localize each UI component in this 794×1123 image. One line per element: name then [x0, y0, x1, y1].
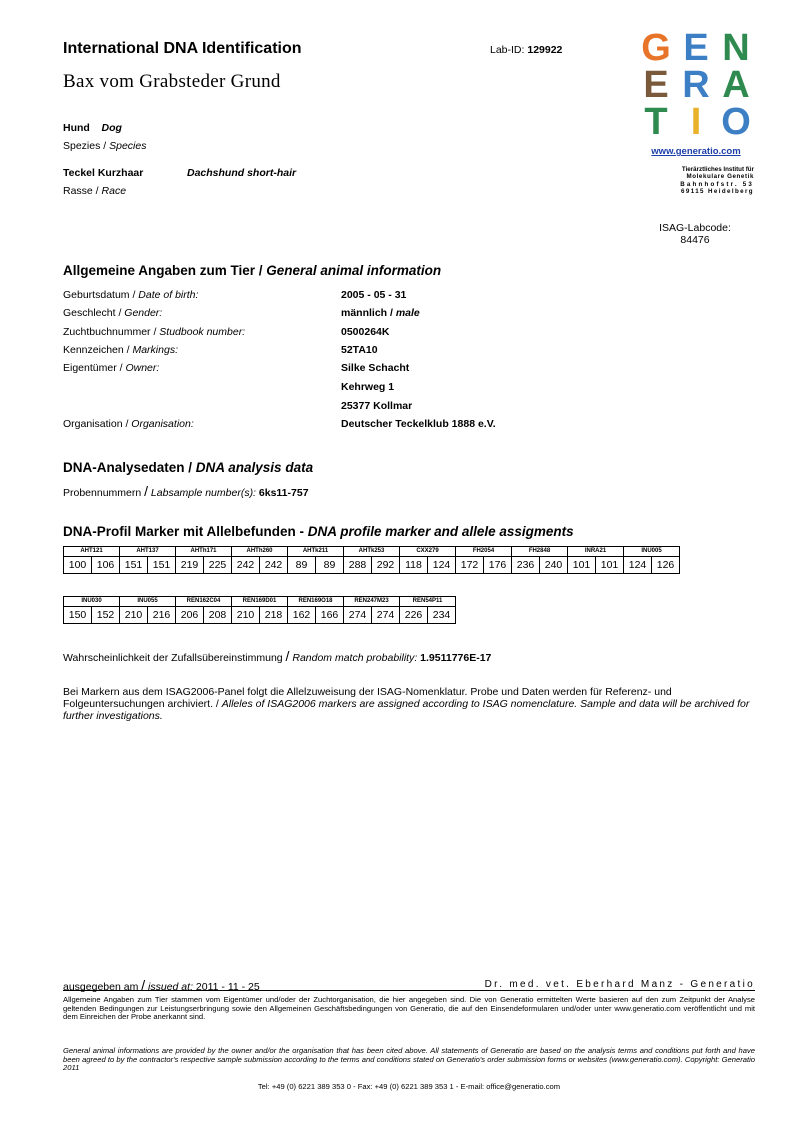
marker-name: FH2848 — [512, 547, 568, 557]
general-info-value: 2005 - 05 - 31 — [341, 289, 407, 301]
general-info-label: Kennzeichen / Markings: — [63, 343, 178, 356]
issued-date: ausgegeben am / issued at: 2011 - 11 - 25 — [63, 977, 260, 993]
allele-value: 150 — [64, 607, 92, 624]
probability-value: 1.9511776E-17 — [417, 652, 492, 664]
allele-value: 162 — [288, 607, 316, 624]
marker-name: REN169O18 — [288, 597, 344, 607]
logo-letter: A — [722, 64, 750, 106]
allele-value: 118 — [400, 557, 428, 574]
marker-name: FH2054 — [456, 547, 512, 557]
allele-value: 274 — [372, 607, 400, 624]
marker-table-2 — [63, 596, 456, 624]
allele-value: 124 — [624, 557, 652, 574]
allele-value: 166 — [316, 607, 344, 624]
general-info-label: Zuchtbuchnummer / Studbook number: — [63, 325, 246, 338]
allele-value: 124 — [428, 557, 456, 574]
organisation-value: Deutscher Teckelklub 1888 e.V. — [341, 418, 496, 430]
allele-row — [64, 607, 456, 624]
marker-name: INU055 — [120, 597, 176, 607]
logo-letter: I — [690, 101, 702, 143]
race-value — [63, 167, 143, 179]
disclaimer-de: Allgemeine Angaben zum Tier stammen vom Eigentümer und/oder der Zuchtorganisation, die hier angegeben sind. Die von Generatio ermittelten Werte basieren auf den zum Zeitpunkt der Analyse geltenden Bedingungen zur Leistungserbringung sowie den Allgemeinen Geschäftsbedingungen von Generatio, die auf den Einsendeformularen und/oder unter www.generatio.com veröffentlicht und mit dem Einreichen der Probe anerkannt sind. — [63, 995, 755, 1022]
allele-value: 234 — [428, 607, 456, 624]
allele-value: 240 — [540, 557, 568, 574]
logo-letter: E — [643, 64, 669, 106]
allele-value: 226 — [400, 607, 428, 624]
lab-id — [490, 44, 562, 56]
profile-heading: DNA-Profil Marker mit Allelbefunden - DNA profile marker and allele assigments — [63, 524, 574, 539]
logo-letter: R — [682, 64, 710, 106]
allele-value: 219 — [176, 557, 204, 574]
marker-name: REN247M23 — [344, 597, 400, 607]
random-match-probability: Wahrscheinlichkeit der Zufallsübereinstimmung / Random match probability: 1.9511776E-17 — [63, 648, 492, 664]
isag-labcode: ISAG-Labcode: 84476 — [659, 222, 731, 246]
marker-name: INU030 — [64, 597, 120, 607]
sample-number-line: Probennummern / Labsample number(s): 6ks11-757 — [63, 483, 309, 499]
signatory: Dr. med. vet. Eberhard Manz - Generatio — [484, 979, 755, 990]
allele-value: 292 — [372, 557, 400, 574]
allele-value: 208 — [204, 607, 232, 624]
allele-value: 101 — [596, 557, 624, 574]
allele-value: 89 — [316, 557, 344, 574]
species-label: Spezies / Species — [63, 140, 147, 152]
animal-name: Bax vom Grabsteder Grund — [63, 71, 281, 92]
general-info-row — [63, 289, 663, 307]
owner-address-street: Kehrweg 1 — [341, 381, 395, 393]
race-en-wrap — [187, 167, 296, 179]
marker-name: REN162C04 — [176, 597, 232, 607]
logo-letter: N — [722, 27, 750, 69]
footer-divider — [63, 990, 755, 991]
allele-value: 126 — [652, 557, 680, 574]
general-info-heading: Allgemeine Angaben zum Tier / General animal information — [63, 263, 442, 278]
allele-value: 236 — [512, 557, 540, 574]
allele-value: 151 — [148, 557, 176, 574]
allele-value: 288 — [344, 557, 372, 574]
archive-note: Bei Markern aus dem ISAG2006-Panel folgt die Allelzuweisung der ISAG-Nomenklatur. Probe und Daten werden für Referenz- und Folgeuntersuchungen archiviert. / Alleles of ISAG2006 markers are assigned according to ISAG nomenclature. Sample and data will be archived for further investigations. — [63, 686, 750, 722]
marker-name: AHTk211 — [288, 547, 344, 557]
marker-name: REN54P11 — [400, 597, 456, 607]
allele-value: 172 — [456, 557, 484, 574]
race-de: Teckel Kurzhaar — [63, 167, 144, 179]
marker-header-row — [64, 547, 680, 557]
allele-value: 89 — [288, 557, 316, 574]
general-info-list — [63, 289, 663, 380]
allele-value: 106 — [92, 557, 120, 574]
marker-name: AHTk253 — [344, 547, 400, 557]
allele-row — [64, 557, 680, 574]
marker-name: INRA21 — [568, 547, 624, 557]
allele-value: 176 — [484, 557, 512, 574]
species-value — [63, 122, 122, 134]
race-label: Rasse / Race — [63, 185, 127, 197]
owner-address-city: 25377 Kollmar — [341, 400, 413, 412]
allele-value: 206 — [176, 607, 204, 624]
general-info-row — [63, 344, 663, 362]
marker-name: AHTh260 — [232, 547, 288, 557]
allele-value: 216 — [148, 607, 176, 624]
marker-name: AHT121 — [64, 547, 120, 557]
allele-value: 242 — [260, 557, 288, 574]
general-info-label: Geburtsdatum / Date of birth: — [63, 289, 199, 301]
logo-letter: T — [644, 101, 668, 143]
logo-letter: E — [683, 27, 709, 69]
allele-value: 210 — [232, 607, 260, 624]
allele-value: 218 — [260, 607, 288, 624]
lab-id-value: 129922 — [527, 44, 563, 56]
lab-id-label: Lab-ID: — [490, 44, 525, 56]
allele-value: 274 — [344, 607, 372, 624]
website-link[interactable]: www.generatio.com — [651, 146, 741, 157]
document-title: International DNA Identification — [63, 40, 302, 57]
allele-value: 152 — [92, 607, 120, 624]
allele-value: 242 — [232, 557, 260, 574]
allele-value: 225 — [204, 557, 232, 574]
general-info-label: Eigentümer / Owner: — [63, 362, 160, 375]
race-en: Dachshund short-hair — [187, 167, 297, 179]
species-de: Hund — [63, 122, 90, 134]
species-en: Dog — [101, 122, 122, 134]
analysis-heading: DNA-Analysedaten / DNA analysis data — [63, 460, 314, 475]
institute-address: Tierärztliches Institut für Molekulare Genetik Bahnhofstr. 53 69115 Heidelberg — [680, 166, 754, 196]
general-info-value: Silke Schacht — [341, 362, 410, 375]
marker-name: INU005 — [624, 547, 680, 557]
general-info-label: Geschlecht / Gender: — [63, 307, 163, 320]
allele-value: 151 — [120, 557, 148, 574]
marker-table-1 — [63, 546, 680, 574]
marker-name: REN169D01 — [232, 597, 288, 607]
general-info-row — [63, 307, 663, 325]
allele-value: 101 — [568, 557, 596, 574]
general-info-row — [63, 362, 663, 380]
general-info-value: männlich / male — [341, 307, 420, 320]
organisation-label: Organisation / Organisation: — [63, 418, 194, 430]
allele-value: 210 — [120, 607, 148, 624]
sample-number: 6ks11-757 — [255, 487, 309, 499]
marker-name: AHT137 — [120, 547, 176, 557]
generatio-logo — [636, 27, 756, 143]
marker-header-row — [64, 597, 456, 607]
marker-name: CXX279 — [400, 547, 456, 557]
contact-line: Tel: +49 (0) 6221 389 353 0 - Fax: +49 (0) 6221 389 353 1 - E-mail: office@generatio.com — [257, 1082, 561, 1091]
general-info-row — [63, 326, 663, 344]
general-info-value: 52TA10 — [341, 343, 378, 356]
general-info-value: 0500264K — [341, 325, 390, 338]
logo-letter: O — [721, 101, 751, 143]
disclaimer-en: General animal informations are provided by the owner and/or the organisation that has been cited above. All statements of Generatio are based on the analysis terms and conditions put forth and have been agreed to by the contractor's respective sample submission according to the terms and conditions stated on Generatio's order submission forms or websites (www.generatio.com). Copyright: Generatio 2011 — [63, 1046, 755, 1073]
logo-letter: G — [641, 27, 671, 69]
marker-name: AHTh171 — [176, 547, 232, 557]
allele-value: 100 — [64, 557, 92, 574]
